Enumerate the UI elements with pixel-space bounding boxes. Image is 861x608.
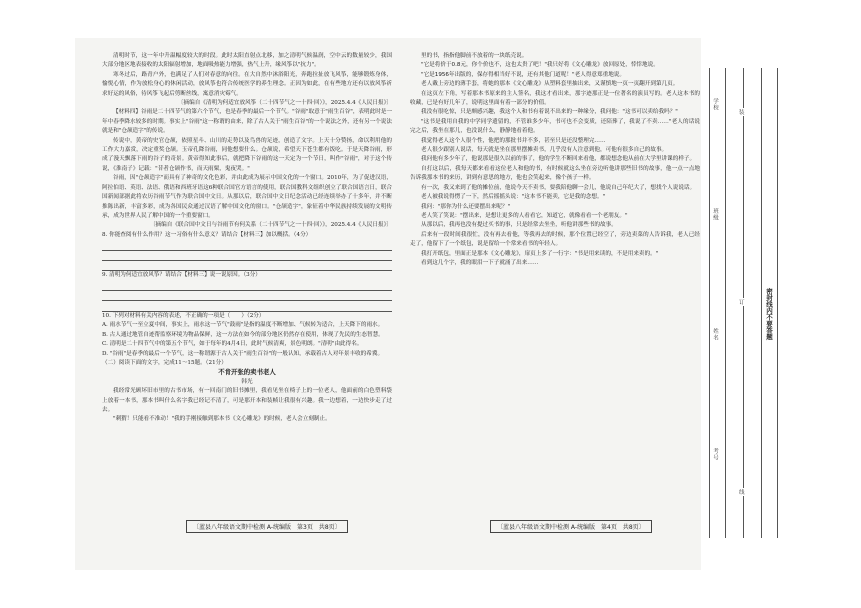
seal-line <box>725 68 726 538</box>
seal-line <box>777 68 778 538</box>
story-paragraph: "这书是我用自我的中学同学遗留的，不管谁多少年，书可也不会变质，还陪葬了，我说了不卖……"老人的话说完之后，我坐在那儿，也没说什么，静静地看着他。 <box>410 118 700 135</box>
binding-mark-xian: 线 <box>739 490 745 496</box>
paragraph: 清明时节，这一年中升温幅度较大的时段。此时太阳直射点北移，加之清明气候温润，空中云的数量较少，我国大部分地区地表接收的太阳辐射增加，地面吸热能力增强，热气上升，缘风筝以"抗力"。 <box>102 53 392 69</box>
answer-line[interactable] <box>102 291 392 301</box>
page-4-column <box>410 52 700 512</box>
page-3-column <box>102 52 392 502</box>
option-d: D. "谷雨"是春季的最后一个节气，这一称谓源于古人关于"雨生百谷"的一般认知，承载着古人对年景丰收的希冀。 <box>102 350 384 357</box>
story-paragraph: 有一次，我又来到了他的摊位前，他说今天不卖书，要我陪他聊一会儿，他说自己年纪大了，想找个人说说话。 <box>421 184 696 191</box>
binding-mark-ding: 订 <box>739 300 745 306</box>
story-paragraph: 老人笑了笑说："摆出来，是想让更多的人看看它，知道它，就像看看一个老朋友。" <box>421 212 628 219</box>
story-paragraph: 从那以后，我再也没有提过买书的事，只是经常去坐坐，听他讲那些书的故事。 <box>421 222 617 229</box>
binding-warning: 密封线内不要答题 <box>765 288 773 340</box>
paragraph: 寒冬过后，路青户外，也满足了人们对春意的向往。在大自然中沐浴阳光，奔跑拉扯放飞风筝，能够锻炼身体，愉悦心情，作为放松身心的休闲活动，放风筝也符合传统医学的养生理念。正因为如此，在有些地方还有以放风筝祈求好运的风俗，待风筝飞起后剪断丝线，寓意消灾霉气。 <box>102 71 392 97</box>
page-4-footer: 〔蓝县八年级语文期中检测 A-统编版 第4页 共8页〕 <box>490 520 652 533</box>
binding-label-name: 姓名 <box>712 328 718 341</box>
answer-line[interactable] <box>102 261 392 271</box>
source-citation: 〔摘编自《清明为何适宜放风筝（二十四节气之一十四·回）》，2025.4.4《人民日报》〕 <box>177 100 392 107</box>
story-paragraph: 我打开纸包，里面正是那本《文心雕龙》，扉页上多了一行字："书是用来读的，不是用来卖的。" <box>421 250 659 257</box>
option-a: A. 雨水节气一至立夏中间，事实上，雨水这一节气"鼓雨"是指的温度不断增加、气候转为适合，上天降下的雨水。 <box>102 322 384 329</box>
option-c: C. 清明是二十四节气中的第五个节气，如于每年的4月4日，此时气候清爽，景色明朗。"清明"由此得名。 <box>102 341 363 348</box>
binding-label-school: 学校 <box>712 98 718 111</box>
question-9: 9. 清明为何适宜放风筝？请结合【材料三】说一说原因。（3分） <box>102 272 261 279</box>
story-paragraph: 在这页左下角，写着那本书原来的主人签名，我这才看出来，那字迹那正是一位著名的演员写的。老人这本书的收藏，已是有好几年了，说明这里面有着一部分的价值。 <box>410 90 700 107</box>
answer-line[interactable] <box>102 240 392 250</box>
story-paragraph: "刺猬！只能看不准动！"我的手刚接触到那本书《文心雕龙》的时候，老人会立刻制止。 <box>113 416 331 423</box>
question-10: 10. 下列对材料有关内容的表述，不正确的一项是（ ）（2分） <box>102 312 265 319</box>
story-paragraph: 老人被我说得愣了一下，然后摇摇头说："这本书不能卖，它是我的念想。" <box>421 194 606 201</box>
option-b: B. 古人通过地管自迹帮监察环境为物品保鲜，这一方法在如今的部分地区仍然存在使用，体现了先民的生态智慧。 <box>102 331 384 338</box>
source-citation: 〔摘编自《联合国中文日与谷雨节有何关系（二十四节气之一十四·回）》，2025.4.4《人民日报》〕 <box>149 222 392 229</box>
section-heading: （二）阅读下面的文字，完成11～15题。（21分） <box>102 359 227 366</box>
seal-line <box>709 68 710 538</box>
page-3-footer: 〔蓝县八年级语文期中检测 A-统编版 第3页 共8页〕 <box>186 520 348 533</box>
story-paragraph: 后来有一段时间我很忙，没有再去看他，等我再去的时候，那个位置已经空了，旁边卖菜的人告诉我，老人已经走了，他留下了一个纸包，说是留给一个常来看书的年轻人。 <box>410 231 700 248</box>
story-paragraph: 老人很少跟别人说话，每天就是坐在那里摆摊卖书，几乎没有人注意到他，可他有很多自己的故事。 <box>421 147 668 154</box>
story-paragraph: "它是将价于0.8元，你个价也不，这也太贵了吧！"我只好将《文心雕龙》放回原处，悻悻地说。 <box>421 62 659 69</box>
story-paragraph: 我经常光顾坏旧市里的古书市场，有一回南门的旧书摊里，我看见坐在椅子上的一位老人，他面前的白色塑料袋上放着一本书，那本书叫什么名字我已经记不清了，可是那开本和装帧让我很有兴趣。我一边想着，一边快步走了过去。 <box>102 388 392 413</box>
story-paragraph: "它是1956年出版的，保存得相当好不说，还有其他门道呢！"老人得意郑重地说。 <box>421 71 625 78</box>
story-paragraph: 里的书，指指他脚前不放着的一块纸壳说。 <box>421 53 528 59</box>
story-title: 不肯开张的卖书老人 <box>218 368 276 377</box>
story-paragraph: 看到这几个字，我的眼泪一下子就涌了出来…… <box>421 259 539 266</box>
story-paragraph: 老人戴上旁边的薄手套，将她的那本《文心雕龙》从塑料套里抽出来，又谨慎地一页一页翻开到第几页。 <box>421 81 679 88</box>
story-paragraph: 我觉得老人这个人很个性，他把的那批书并不多，甚至只是还没整理完…… <box>421 137 606 144</box>
paragraph: 谷雨，因"仓颉造字"而具有了神奇的文化色彩，并由此成为展示中国文化的一个窗口。2010年，为了促进汉语，阿拉伯语、英语、法语、俄语和西班牙语这6种联合国官方语言的使用，联合国教科文组织创立了联合国语言日，联合国新闻部据此将农历谷雨节气作为联合国中文日。从那以后，联合国中文日纪念活动已经连续举办了十多年，并不断推陈出新，丰富多彩，成为各国民众通过汉语了解中国文化的窗口。"仓颉造字"，象征着中华民族持续发展的文明传承，成为世界人民了解中国的一个重要窗口。 <box>102 175 392 219</box>
binding-label-id: 考号 <box>712 448 718 461</box>
paragraph: 传说中，黄帝的史官仓颉，依照星斗、山川的走势以及鸟兽的足迹，创造了文字。上天十分赞扬，命以利用他的工作大力嘉赏，决定重奖仓颉。玉帝孔降谷雨，同他想要什么。仓颉说，希望天下苍生都有饭吃。于是天降谷雨，形成了漫天飘落下雨的谷子的奇景。黄帝得知此事后，就把降下谷雨的这一天定为一个节日，叫作"谷雨"，对于这个传说，《淮南子》记载："昔者仓颉作书，而天雨粟，鬼夜哭。" <box>102 137 392 172</box>
question-8: 8. 你能查阅有什么作用？这一习俗有什么意义？请结合【材料三】加以概括。（4分） <box>102 231 312 238</box>
material-4: 【材料四】谷雨是二十四节气的第六个节气，也是春季的最后一个节气。"谷雨"取意于"雨生百谷"，表明此时是一年中春季降水较多的时期。事实上"谷雨"这一称谓的由来，除了古人关于"雨生百谷"的一个说法之外，还有另一个说法就是和"仓颉造字"的传说。 <box>102 109 392 135</box>
story-paragraph: 我问他有多少年了，他说那是很久以前的事了，他的学生不断回来看他，都说想念他从前在大学里讲课的样子。 <box>421 156 696 163</box>
answer-line[interactable] <box>102 301 392 311</box>
story-paragraph: 我问："那你为什么还要摆出来呢？" <box>421 203 511 210</box>
story-paragraph: 自打这以后，我每天都来看看这位老人和他的书，有时候就这么坐在旁边听他讲那些旧书的故事，他一点一点地告诉我那本书的来历，讲到有意思的地方，他也会笑起来，像个孩子一样。 <box>410 165 700 182</box>
binding-margin <box>703 68 783 538</box>
binding-label-class: 班级 <box>712 208 718 221</box>
story-author: 韩光 <box>241 378 253 385</box>
seal-line <box>761 68 762 538</box>
answer-line[interactable] <box>102 281 392 291</box>
story-paragraph: 我没有很吃惊，只是颇感兴趣，我这个人和书有着说不出来的一种缘分，我问他："这书可以卖给我吗？" <box>421 109 678 116</box>
binding-mark-zhuang: 装 <box>739 110 745 116</box>
answer-line[interactable] <box>102 251 392 261</box>
